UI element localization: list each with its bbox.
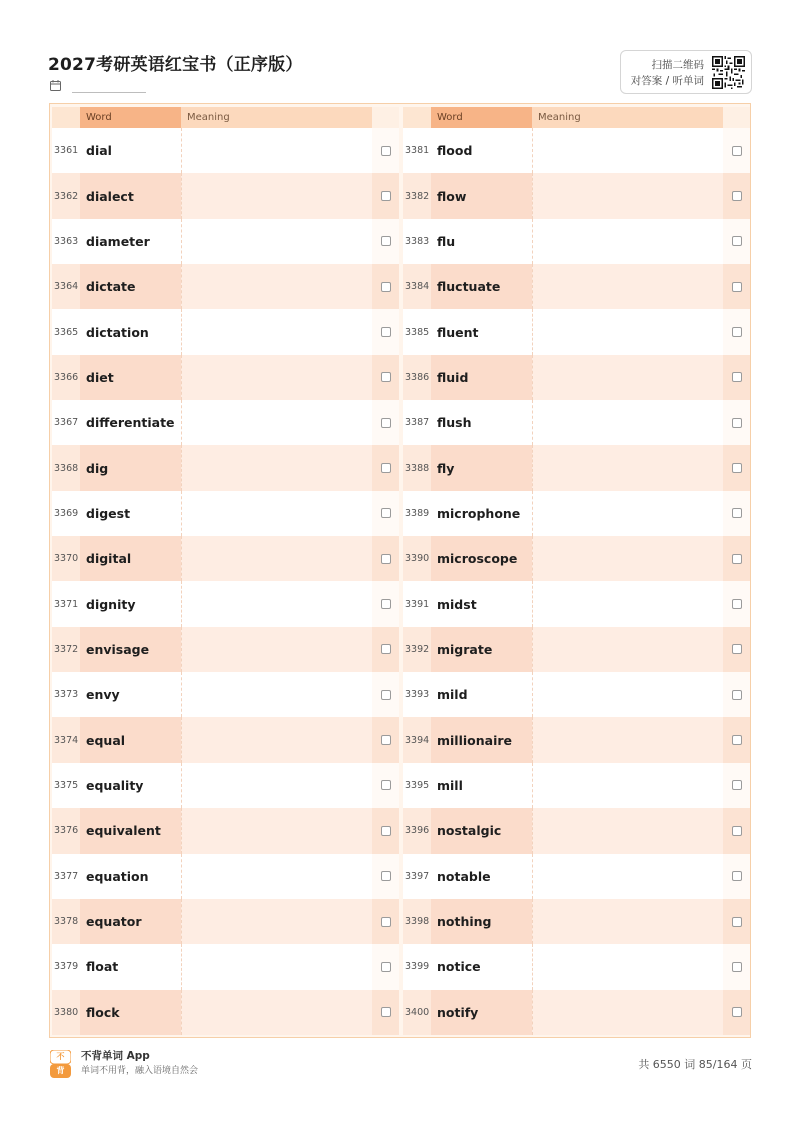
table-row xyxy=(52,173,399,218)
review-checkbox[interactable] xyxy=(381,372,391,382)
meaning-field[interactable] xyxy=(181,309,372,354)
word-text: diet xyxy=(80,355,181,400)
review-checkbox-cell xyxy=(723,990,750,1035)
review-checkbox[interactable] xyxy=(732,599,742,609)
meaning-field[interactable] xyxy=(532,627,723,672)
word-text: flush xyxy=(431,400,532,445)
meaning-field[interactable] xyxy=(532,219,723,264)
review-checkbox-cell xyxy=(372,128,399,173)
word-text: dial xyxy=(80,128,181,173)
review-checkbox-cell xyxy=(372,264,399,309)
review-checkbox-cell xyxy=(723,899,750,944)
table-row xyxy=(403,854,750,899)
meaning-field[interactable] xyxy=(181,400,372,445)
word-text: flood xyxy=(431,128,532,173)
date-input-line[interactable] xyxy=(72,92,146,93)
table-row xyxy=(52,763,399,808)
page-count: 共 6550 词 85/164 页 xyxy=(638,1058,752,1071)
word-text: mild xyxy=(431,672,532,717)
table-row xyxy=(52,672,399,717)
table-row xyxy=(52,536,399,581)
word-number: 3367 xyxy=(54,417,79,429)
review-checkbox[interactable] xyxy=(381,191,391,201)
word-number: 3377 xyxy=(54,870,79,882)
word-number: 3368 xyxy=(54,462,79,474)
meaning-field[interactable] xyxy=(181,491,372,536)
word-number: 3389 xyxy=(405,507,430,519)
review-checkbox[interactable] xyxy=(381,1007,391,1017)
left-rows xyxy=(52,128,399,1035)
meaning-field[interactable] xyxy=(181,672,372,717)
word-number: 3390 xyxy=(405,553,430,565)
word-text: envisage xyxy=(80,627,181,672)
table-row xyxy=(52,400,399,445)
word-text: equivalent xyxy=(80,808,181,853)
table-row xyxy=(52,128,399,173)
word-text: microscope xyxy=(431,536,532,581)
word-number: 3385 xyxy=(405,326,430,338)
review-checkbox-cell xyxy=(372,491,399,536)
review-checkbox-cell xyxy=(723,128,750,173)
word-text: fluctuate xyxy=(431,264,532,309)
left-column xyxy=(52,107,399,1035)
table-row xyxy=(403,581,750,626)
review-checkbox[interactable] xyxy=(381,690,391,700)
review-checkbox-cell xyxy=(372,173,399,218)
qr-line2: 对答案 / 听单词 xyxy=(630,75,704,87)
table-header xyxy=(403,107,750,128)
review-checkbox[interactable] xyxy=(732,690,742,700)
review-checkbox[interactable] xyxy=(732,735,742,745)
meaning-field[interactable] xyxy=(181,627,372,672)
qr-code-icon[interactable] xyxy=(712,56,745,89)
review-checkbox-cell xyxy=(372,400,399,445)
meaning-field[interactable] xyxy=(532,445,723,490)
review-checkbox-cell xyxy=(723,400,750,445)
word-text: equator xyxy=(80,899,181,944)
review-checkbox-cell xyxy=(372,808,399,853)
review-checkbox[interactable] xyxy=(381,917,391,927)
table-row xyxy=(403,355,750,400)
word-number: 3395 xyxy=(405,779,430,791)
review-checkbox[interactable] xyxy=(732,962,742,972)
review-checkbox-cell xyxy=(723,717,750,762)
header-word: Word xyxy=(431,107,532,128)
word-number: 3369 xyxy=(54,507,79,519)
word-number: 3394 xyxy=(405,734,430,746)
word-number: 3388 xyxy=(405,462,430,474)
word-text: dictation xyxy=(80,309,181,354)
review-checkbox[interactable] xyxy=(732,554,742,564)
word-number: 3381 xyxy=(405,145,430,157)
meaning-field[interactable] xyxy=(532,264,723,309)
word-number: 3374 xyxy=(54,734,79,746)
table-row xyxy=(403,309,750,354)
meaning-field[interactable] xyxy=(181,899,372,944)
word-text: equality xyxy=(80,763,181,808)
word-number: 3378 xyxy=(54,916,79,928)
word-text: mill xyxy=(431,763,532,808)
right-rows xyxy=(403,128,750,1035)
review-checkbox-cell xyxy=(372,627,399,672)
word-text: nothing xyxy=(431,899,532,944)
review-checkbox[interactable] xyxy=(732,826,742,836)
review-checkbox-cell xyxy=(723,491,750,536)
review-checkbox[interactable] xyxy=(381,418,391,428)
review-checkbox[interactable] xyxy=(732,463,742,473)
word-text: notify xyxy=(431,990,532,1035)
word-number: 3361 xyxy=(54,145,79,157)
meaning-field[interactable] xyxy=(532,173,723,218)
table-row xyxy=(52,808,399,853)
header-check xyxy=(723,107,750,128)
word-text: equation xyxy=(80,854,181,899)
logo-bottom-glyph: 背 xyxy=(56,1066,65,1075)
word-number: 3363 xyxy=(54,235,79,247)
page-header xyxy=(48,50,752,96)
meaning-field[interactable] xyxy=(181,173,372,218)
meaning-field[interactable] xyxy=(532,990,723,1035)
meaning-field[interactable] xyxy=(181,264,372,309)
review-checkbox-cell xyxy=(723,808,750,853)
meaning-field[interactable] xyxy=(181,355,372,400)
review-checkbox-cell xyxy=(372,899,399,944)
review-checkbox-cell xyxy=(372,309,399,354)
right-column xyxy=(403,107,750,1035)
table-row xyxy=(403,128,750,173)
vocab-table xyxy=(49,103,751,1038)
word-text: differentiate xyxy=(80,400,181,445)
review-checkbox[interactable] xyxy=(381,644,391,654)
meaning-field[interactable] xyxy=(181,581,372,626)
review-checkbox[interactable] xyxy=(381,554,391,564)
review-checkbox[interactable] xyxy=(381,826,391,836)
word-number: 3400 xyxy=(405,1006,430,1018)
word-number: 3364 xyxy=(54,281,79,293)
review-checkbox[interactable] xyxy=(381,599,391,609)
table-row xyxy=(403,219,750,264)
qr-line1: 扫描二维码 xyxy=(651,59,704,71)
table-row xyxy=(403,808,750,853)
word-number: 3384 xyxy=(405,281,430,293)
word-number: 3376 xyxy=(54,825,79,837)
review-checkbox[interactable] xyxy=(732,327,742,337)
word-number: 3391 xyxy=(405,598,430,610)
qr-panel[interactable] xyxy=(620,50,752,94)
review-checkbox-cell xyxy=(723,763,750,808)
word-number: 3392 xyxy=(405,643,430,655)
meaning-field[interactable] xyxy=(532,128,723,173)
header-meaning: Meaning xyxy=(181,107,372,128)
qr-caption xyxy=(631,57,704,89)
review-checkbox-cell xyxy=(372,944,399,989)
word-number: 3397 xyxy=(405,870,430,882)
meaning-field[interactable] xyxy=(181,763,372,808)
word-text: microphone xyxy=(431,491,532,536)
word-number: 3379 xyxy=(54,961,79,973)
review-checkbox-cell xyxy=(723,627,750,672)
meaning-field[interactable] xyxy=(181,808,372,853)
table-row xyxy=(52,445,399,490)
table-row xyxy=(52,717,399,762)
word-number: 3386 xyxy=(405,371,430,383)
header-check xyxy=(372,107,399,128)
word-text: midst xyxy=(431,581,532,626)
word-text: dialect xyxy=(80,173,181,218)
review-checkbox-cell xyxy=(372,581,399,626)
review-checkbox[interactable] xyxy=(732,372,742,382)
word-number: 3383 xyxy=(405,235,430,247)
review-checkbox[interactable] xyxy=(381,146,391,156)
word-number: 3399 xyxy=(405,961,430,973)
word-text: diameter xyxy=(80,219,181,264)
word-text: digest xyxy=(80,491,181,536)
word-number: 3380 xyxy=(54,1006,79,1018)
review-checkbox[interactable] xyxy=(732,418,742,428)
table-row xyxy=(403,536,750,581)
word-text: fluid xyxy=(431,355,532,400)
table-row xyxy=(52,219,399,264)
review-checkbox[interactable] xyxy=(732,871,742,881)
table-row xyxy=(403,445,750,490)
meaning-field[interactable] xyxy=(532,355,723,400)
table-row xyxy=(52,491,399,536)
word-text: notice xyxy=(431,944,532,989)
header-word: Word xyxy=(80,107,181,128)
table-row xyxy=(52,854,399,899)
review-checkbox[interactable] xyxy=(732,282,742,292)
meaning-field[interactable] xyxy=(181,536,372,581)
word-text: millionaire xyxy=(431,717,532,762)
word-text: migrate xyxy=(431,627,532,672)
review-checkbox[interactable] xyxy=(381,871,391,881)
meaning-field[interactable] xyxy=(181,944,372,989)
review-checkbox-cell xyxy=(372,990,399,1035)
review-checkbox-cell xyxy=(372,355,399,400)
word-number: 3366 xyxy=(54,371,79,383)
app-slogan: 单词不用背，融入语境自然会 xyxy=(81,1066,199,1076)
word-text: nostalgic xyxy=(431,808,532,853)
word-number: 3387 xyxy=(405,417,430,429)
review-checkbox[interactable] xyxy=(732,1007,742,1017)
word-text: equal xyxy=(80,717,181,762)
word-text: float xyxy=(80,944,181,989)
review-checkbox-cell xyxy=(723,445,750,490)
review-checkbox[interactable] xyxy=(381,962,391,972)
table-row xyxy=(403,717,750,762)
word-number: 3371 xyxy=(54,598,79,610)
meaning-field[interactable] xyxy=(532,536,723,581)
review-checkbox-cell xyxy=(372,536,399,581)
table-row xyxy=(403,173,750,218)
review-checkbox[interactable] xyxy=(732,236,742,246)
meaning-field[interactable] xyxy=(532,491,723,536)
review-checkbox-cell xyxy=(723,219,750,264)
page-footer xyxy=(48,1048,752,1080)
word-number: 3365 xyxy=(54,326,79,338)
review-checkbox[interactable] xyxy=(732,508,742,518)
review-checkbox[interactable] xyxy=(732,191,742,201)
page-title: 2027考研英语红宝书（正序版） xyxy=(48,55,303,75)
word-number: 3393 xyxy=(405,689,430,701)
review-checkbox-cell xyxy=(723,355,750,400)
table-row xyxy=(52,355,399,400)
meaning-field[interactable] xyxy=(181,854,372,899)
meaning-field[interactable] xyxy=(181,717,372,762)
review-checkbox-cell xyxy=(723,581,750,626)
review-checkbox[interactable] xyxy=(381,735,391,745)
word-number: 3396 xyxy=(405,825,430,837)
header-meaning: Meaning xyxy=(532,107,723,128)
table-row xyxy=(52,309,399,354)
meaning-field[interactable] xyxy=(181,128,372,173)
word-number: 3362 xyxy=(54,190,79,202)
table-row xyxy=(403,400,750,445)
meaning-field[interactable] xyxy=(532,808,723,853)
review-checkbox-cell xyxy=(372,219,399,264)
word-text: envy xyxy=(80,672,181,717)
table-row xyxy=(52,264,399,309)
word-text: dignity xyxy=(80,581,181,626)
meaning-field[interactable] xyxy=(532,717,723,762)
word-text: flock xyxy=(80,990,181,1035)
review-checkbox-cell xyxy=(372,763,399,808)
word-text: fluent xyxy=(431,309,532,354)
review-checkbox-cell xyxy=(372,717,399,762)
table-row xyxy=(403,264,750,309)
word-number: 3372 xyxy=(54,643,79,655)
meaning-field[interactable] xyxy=(532,944,723,989)
app-name: 不背单词 App xyxy=(81,1050,150,1062)
table-row xyxy=(403,899,750,944)
review-checkbox-cell xyxy=(723,944,750,989)
review-checkbox[interactable] xyxy=(381,236,391,246)
meaning-field[interactable] xyxy=(532,672,723,717)
review-checkbox[interactable] xyxy=(732,780,742,790)
review-checkbox-cell xyxy=(723,854,750,899)
word-text: dig xyxy=(80,445,181,490)
word-text: fly xyxy=(431,445,532,490)
word-number: 3382 xyxy=(405,190,430,202)
table-row xyxy=(52,627,399,672)
table-row xyxy=(52,990,399,1035)
review-checkbox[interactable] xyxy=(381,327,391,337)
meaning-field[interactable] xyxy=(532,581,723,626)
review-checkbox-cell xyxy=(723,536,750,581)
review-checkbox[interactable] xyxy=(732,146,742,156)
table-row xyxy=(52,944,399,989)
review-checkbox[interactable] xyxy=(381,780,391,790)
meaning-field[interactable] xyxy=(532,899,723,944)
word-number: 3373 xyxy=(54,689,79,701)
word-number: 3375 xyxy=(54,779,79,791)
review-checkbox-cell xyxy=(723,672,750,717)
word-text: flow xyxy=(431,173,532,218)
review-checkbox[interactable] xyxy=(381,508,391,518)
table-header xyxy=(52,107,399,128)
word-number: 3398 xyxy=(405,916,430,928)
table-row xyxy=(403,672,750,717)
meaning-field[interactable] xyxy=(181,990,372,1035)
meaning-field[interactable] xyxy=(532,854,723,899)
review-checkbox[interactable] xyxy=(732,644,742,654)
review-checkbox-cell xyxy=(372,854,399,899)
review-checkbox-cell xyxy=(723,264,750,309)
review-checkbox-cell xyxy=(372,672,399,717)
word-text: notable xyxy=(431,854,532,899)
review-checkbox[interactable] xyxy=(381,463,391,473)
review-checkbox-cell xyxy=(372,445,399,490)
table-row xyxy=(403,990,750,1035)
word-text: digital xyxy=(80,536,181,581)
logo-top-glyph: 不 xyxy=(56,1052,65,1061)
meaning-field[interactable] xyxy=(181,445,372,490)
table-row xyxy=(52,581,399,626)
review-checkbox-cell xyxy=(723,309,750,354)
table-row xyxy=(403,944,750,989)
meaning-field[interactable] xyxy=(532,309,723,354)
review-checkbox-cell xyxy=(723,173,750,218)
word-text: flu xyxy=(431,219,532,264)
table-row xyxy=(403,627,750,672)
review-checkbox[interactable] xyxy=(732,917,742,927)
calendar-icon xyxy=(50,80,61,91)
word-number: 3370 xyxy=(54,553,79,565)
meaning-field[interactable] xyxy=(532,400,723,445)
table-row xyxy=(403,491,750,536)
table-row xyxy=(52,899,399,944)
word-text: dictate xyxy=(80,264,181,309)
meaning-field[interactable] xyxy=(181,219,372,264)
meaning-field[interactable] xyxy=(532,763,723,808)
table-row xyxy=(403,763,750,808)
review-checkbox[interactable] xyxy=(381,282,391,292)
